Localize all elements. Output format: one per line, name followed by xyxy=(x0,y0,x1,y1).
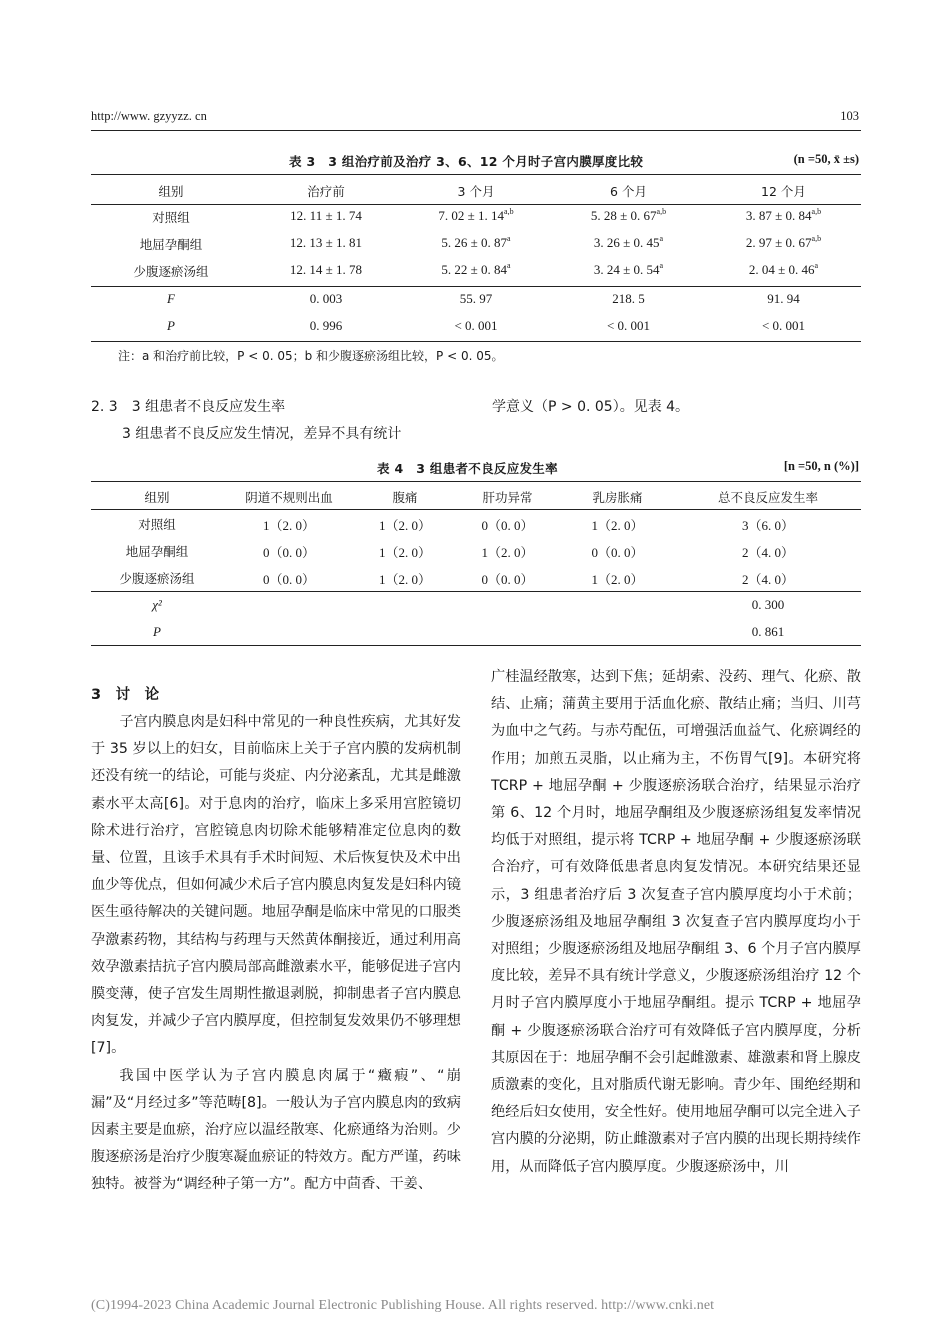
table3-caption: 表 3 3 组治疗前及治疗 3、6、12 个月时子宫内膜厚度比较 xyxy=(289,154,644,169)
table4-caption: 表 4 3 组患者不良反应发生率 xyxy=(377,461,558,476)
value-text: 3. 24 ± 0. 54 xyxy=(593,262,660,277)
section-2-3-heading: 2. 3 3 组患者不良反应发生率 xyxy=(91,399,286,415)
table4-meta: [n =50, n (%)] xyxy=(783,459,859,473)
table4-value-cell: 1（2. 0） xyxy=(378,518,431,533)
table3-value-cell: 12. 14 ± 1. 78 xyxy=(289,262,363,277)
table4-header-rule xyxy=(91,509,861,510)
table3-value-cell: 12. 11 ± 1. 74 xyxy=(290,208,362,223)
table3-header-rule xyxy=(91,204,861,205)
table3-group-cell: 少腹逐瘀汤组 xyxy=(133,264,209,279)
table4-value-cell: 0（0. 0） xyxy=(262,572,315,587)
value-text: 2. 97 ± 0. 67 xyxy=(745,235,812,250)
table3-header-cell: 治疗前 xyxy=(307,184,345,199)
table3-value-cell xyxy=(401,208,551,224)
table3-stat-cell: 218. 5 xyxy=(612,291,645,306)
table4-header-cell: 乳房胀痛 xyxy=(592,490,643,505)
table3-header-cell: 3 个月 xyxy=(457,184,495,199)
table4-value-cell: 1（2. 0） xyxy=(481,545,534,560)
sig-marker: a,b xyxy=(811,207,822,216)
sig-marker: a,b xyxy=(656,207,667,216)
value-text: 3. 26 ± 0. 45 xyxy=(593,235,660,250)
table4-stat-cell: 0. 300 xyxy=(751,597,785,612)
header-url: http://www. gzyyzz. cn xyxy=(91,109,207,123)
table3-value-cell xyxy=(551,208,706,224)
table3-note: 注：a 和治疗前比较，P < 0. 05；b 和少腹逐瘀汤组比较，P < 0. 05。 xyxy=(118,349,504,363)
table4-value-cell: 1（2. 0） xyxy=(591,572,644,587)
sig-marker: a,b xyxy=(811,234,822,243)
discussion-paragraph: 子宫内膜息肉是妇科中常见的一种良性疾病，尤其好发于 35 岁以上的妇女，目前临床上关于子宫内膜的发病机制还没有统一的结论，可能与炎症、内分泌紊乱，尤其是雌激素水平太高[6]。对于息肉的治疗，临床上多采用宫腔镜切除术进行治疗，宫腔镜息肉切除术能够精准定位息肉的数量、位置，且该手术具有手术时间短、术后恢复快及术中出血少等优点，但如何减少术后子宫内膜息肉复发是妇科内镜医生亟待解决的关键问题。地屈孕酮是临床中常见的口服类孕激素药物，其结构与药理与天然黄体酮接近，通过利用高效孕激素拮抗子宫内膜局部高雌激素水平，能够促进子宫内膜变薄，使子宫发生周期性撤退剥脱，抑制患者子宫内膜息肉复发，并减少子宫内膜厚度，但控制复发效果仍不够理想[7]。 xyxy=(91,714,461,1057)
table3-header-cell: 6 个月 xyxy=(610,184,647,199)
table3-value-cell xyxy=(551,262,706,278)
table4-header-cell: 肝功异常 xyxy=(482,490,533,505)
table3-stat-cell: 0. 996 xyxy=(309,318,343,333)
table4-group-cell: 地屈孕酮组 xyxy=(125,544,189,559)
header-rule xyxy=(91,130,861,131)
table3-value-cell xyxy=(706,208,861,224)
table3-stat-cell: 0. 003 xyxy=(309,291,343,306)
sig-marker: a xyxy=(814,261,819,270)
table4-group-cell: 少腹逐瘀汤组 xyxy=(119,571,195,586)
table4-value-cell: 1（2. 0） xyxy=(378,572,431,587)
table4-stat-label: χ² xyxy=(152,597,162,612)
discussion-left-column xyxy=(91,709,461,1199)
page-number: 103 xyxy=(840,109,859,123)
table4-header-cell: 总不良反应发生率 xyxy=(717,490,818,505)
table3-stats-rule xyxy=(91,286,861,287)
table4-value-cell: 1（2. 0） xyxy=(591,518,644,533)
copyright-footer: (C)1994-2023 China Academic Journal Electronic Publishing House. All rights reserved. http://www.cnki.net xyxy=(91,1298,715,1313)
table4-value-cell: 0（0. 0） xyxy=(591,545,644,560)
section-3-heading: 3 讨 论 xyxy=(91,687,160,703)
table4-stats-rule xyxy=(91,591,861,592)
discussion-paragraph: 我国中医学认为子宫内膜息肉属于“癥瘕”、“崩漏”及“月经过多”等范畴[8]。一般认为子宫内膜息肉的致病因素主要是血瘀，治疗应以温经散寒、化瘀通络为治则。少腹逐瘀汤是治疗少腹寒凝血瘀证的特效方。配方严谨，药味独特。被誉为“调经种子第一方”。配方中茴香、干姜、 xyxy=(91,1067,461,1193)
table4-bottom-rule xyxy=(91,645,861,646)
sig-marker: a xyxy=(507,234,511,243)
table4-stat-label: P xyxy=(153,624,161,639)
sig-marker: a xyxy=(659,234,664,243)
table3-value-cell xyxy=(401,262,551,278)
value-text: 5. 22 ± 0. 84 xyxy=(441,262,508,277)
table4-value-cell: 0（0. 0） xyxy=(481,518,534,533)
table4-value-cell: 2（4. 0） xyxy=(741,572,794,587)
table3-group-cell: 对照组 xyxy=(152,210,190,225)
table4-stat-cell: 0. 861 xyxy=(751,624,785,639)
table3-value-cell: 12. 13 ± 1. 81 xyxy=(289,235,363,250)
discussion-right-column xyxy=(491,664,861,1181)
value-text: 5. 28 ± 0. 67 xyxy=(590,208,657,223)
table3-header-cell: 组别 xyxy=(158,184,184,199)
table3-top-rule xyxy=(91,174,861,175)
table3-stat-label: F xyxy=(167,291,175,306)
table3-stat-cell: < 0. 001 xyxy=(606,318,651,333)
table4-value-cell: 0（0. 0） xyxy=(481,572,534,587)
table3-stat-cell: < 0. 001 xyxy=(761,318,806,333)
section-2-3-text-right: 学意义（P > 0. 05）。见表 4。 xyxy=(492,399,690,415)
value-text: 7. 02 ± 1. 14 xyxy=(438,208,505,223)
value-text: 3. 87 ± 0. 84 xyxy=(745,208,812,223)
section-2-3-text-left: 3 组患者不良反应发生情况，差异不具有统计 xyxy=(122,426,402,442)
table4-value-cell: 3（6. 0） xyxy=(741,518,794,533)
table4-header-cell: 组别 xyxy=(144,490,170,505)
table4-header-cell: 阴道不规则出血 xyxy=(245,490,333,505)
table3-value-cell xyxy=(706,262,861,278)
table3-stat-cell: < 0. 001 xyxy=(454,318,498,333)
sig-marker: a xyxy=(507,261,511,270)
table3-value-cell xyxy=(401,235,551,251)
discussion-paragraph: 广桂温经散寒，达到下焦；延胡索、没药、理气、化瘀、散结、止痛；蒲黄主要用于活血化瘀、散结止痛；当归、川芎为血中之气药。与赤芍配伍，可增强活血益气、化瘀调经的作用；加煎五灵脂，以止痛为主，不伤胃气[9]。本研究将 TCRP + 地屈孕酮 + 少腹逐瘀汤联合治疗，结果显示治疗第 6、12 个月时，地屈孕酮组及少腹逐瘀汤组复发率情况均低于对照组，提示将 TCRP + 地屈孕酮 + 少腹逐瘀汤联合治疗，可有效降低患者息肉复发情况。本研究结果还显示，3 组患者治疗后 3 次复查子宫内膜厚度均小于术前；少腹逐瘀汤组及地屈孕酮组 3 次复查子宫内膜厚度均小于对照组；少腹逐瘀汤组及地屈孕酮组 3、6 个月子宫内膜厚度比较，差异不具有统计学意义，少腹逐瘀汤组治疗 12 个月时子宫内膜厚度小于地屈孕酮组。提示 TCRP + 地屈孕酮 + 少腹逐瘀汤联合治疗可有效降低子宫内膜厚度，分析其原因在于：地屈孕酮不会引起雌激素、雄激素和肾上腺皮质激素的变化，且对脂质代谢无影响。青少年、围绝经期和绝经后妇女使用，安全性好。使用地屈孕酮可以完全进入子宫内膜的分泌期，防止雌激素对子宫内膜的出现长期持续作用，从而降低子宫内膜厚度。少腹逐瘀汤中，川 xyxy=(491,669,861,1175)
table3-value-cell xyxy=(706,235,861,251)
table3-header-cell: 12 个月 xyxy=(761,184,806,199)
table3-bottom-rule xyxy=(91,341,861,342)
table3-stat-cell: 55. 97 xyxy=(459,291,493,306)
table4-top-rule xyxy=(91,481,861,482)
table4-value-cell: 1（2. 0） xyxy=(378,545,431,560)
value-text: 2. 04 ± 0. 46 xyxy=(748,262,815,277)
table4-group-cell: 对照组 xyxy=(138,517,176,532)
table3-stat-cell: 91. 94 xyxy=(767,291,800,306)
table4-value-cell: 0（0. 0） xyxy=(262,545,315,560)
table3-group-cell: 地屈孕酮组 xyxy=(139,237,203,252)
value-text: 5. 26 ± 0. 87 xyxy=(441,235,508,250)
table3-stat-label: P xyxy=(167,318,175,333)
table4-header-cell: 腹痛 xyxy=(392,490,418,505)
table4-value-cell: 1（2. 0） xyxy=(262,518,315,533)
table4-value-cell: 2（4. 0） xyxy=(741,545,794,560)
sig-marker: a xyxy=(659,261,664,270)
table3-meta: (n =50, x̄ ±s) xyxy=(793,152,859,166)
table3-value-cell xyxy=(551,235,706,251)
sig-marker: a,b xyxy=(504,207,514,216)
